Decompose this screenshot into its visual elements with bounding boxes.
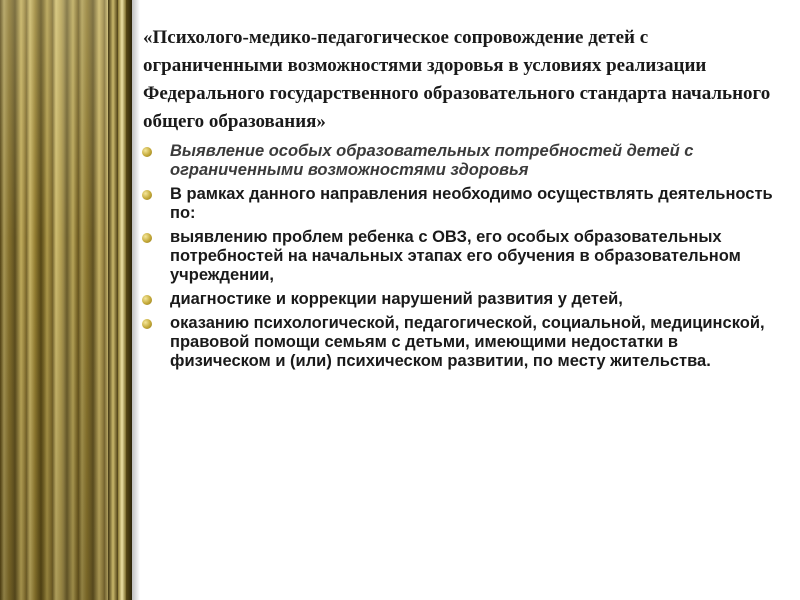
gold-dot-bullet-icon <box>142 190 152 200</box>
curtain-edge-shadow <box>132 0 140 600</box>
list-item-text: выявлению проблем ребенка с ОВЗ, его особых образовательных потребностей на начальных этапах его обучения в образовательном учреждении, <box>170 228 741 284</box>
list-item <box>140 142 780 180</box>
list-item-text: Выявление особых образовательных потребностей детей с ограниченными возможностями здоровья <box>170 142 694 179</box>
list-item <box>140 314 780 371</box>
list-item <box>140 290 780 309</box>
list-item-text: диагностике и коррекции нарушений развития у детей, <box>170 290 623 308</box>
list-item-text: В рамках данного направления необходимо осуществлять деятельность по: <box>170 185 773 222</box>
gold-dot-bullet-icon <box>142 295 152 305</box>
gold-dot-bullet-icon <box>142 147 152 157</box>
slide-title: «Психолого-медико-педагогическое сопровождение детей с ограниченными возможностями здоровья в условиях реализации Федерального государственного образовательного стандарта начального общего образования» <box>143 27 771 132</box>
curtain-fold <box>108 0 118 600</box>
gold-dot-bullet-icon <box>142 319 152 329</box>
curtain-fold <box>118 0 126 600</box>
list-item <box>140 228 780 285</box>
list-item <box>140 185 780 223</box>
gold-dot-bullet-icon <box>142 233 152 243</box>
list-item-text: оказанию психологической, педагогической, социальной, медицинской, правовой помощи семьям с детьми, имеющими недостатки в физическом и (или) психическом развитии, по месту жительства. <box>170 314 765 370</box>
bullet-list <box>140 142 780 376</box>
